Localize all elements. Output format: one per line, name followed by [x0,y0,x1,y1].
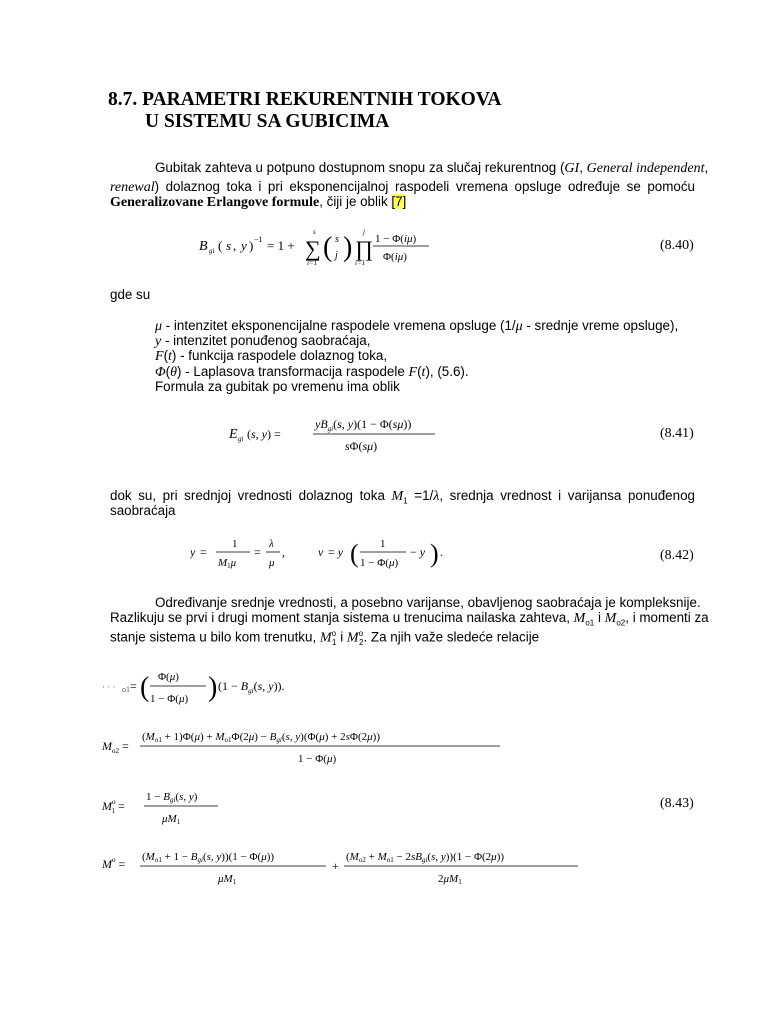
formula-intro: Formula za gubitak po vremenu ima oblik [155,379,400,394]
mean-text-line-2: saobraćaja [110,503,176,518]
svg-text:Φ(μ): Φ(μ) [158,671,179,683]
svg-text:v: v [318,545,324,559]
svg-text:(: ( [218,238,223,253]
svg-text:o1: o1 [122,685,130,694]
equation-8-40 [195,222,435,270]
svg-text:λ: λ [269,538,274,550]
section-title-line1: 8.7. PARAMETRI REKURENTNIH TOKOVA [108,89,502,110]
svg-text:): ) [430,539,439,568]
citation-ref[interactable]: [7] [391,194,407,209]
svg-text:gi: gi [209,247,215,255]
eq-number-8-41: (8.41) [660,426,694,441]
eq840-prod: ∏ [355,236,374,261]
svg-text:(: ( [140,672,150,703]
equation-8-42 [190,532,450,578]
svg-text:sΦ(sμ): sΦ(sμ) [345,439,378,453]
svg-text:(: ( [350,539,359,568]
svg-text:1 − Bgi(s, y): 1 − Bgi(s, y) [146,791,198,804]
svg-text:1 − Φ(μ): 1 − Φ(μ) [298,753,337,765]
svg-text:= 1 +: = 1 + [267,238,295,253]
intro-line-2: renewal) dolaznog toka i pri eksponencijalnoj raspodeli vremena opsluge određuje se pomoću [110,179,695,195]
svg-text:(Mo2 + Mo1 − 2sBgi(s, y))(1 −: (Mo2 + Mo1 − 2sBgi(s, y))(1 − Φ(2μ)) [346,851,505,864]
svg-text:): ) [208,672,218,703]
mean-text-line-1: dok su, pri srednjoj vrednosti dolaznog toka $M_1 =1/\lambda$, srednja vrednost i varijansa ponuđenog [110,488,695,506]
equation-8-43-mo2 [100,722,510,770]
svg-text:E: E [229,427,238,442]
svg-text:+: + [332,859,339,873]
svg-text:Mo =: $M^o$ = [102,856,126,871]
svg-text:gi: gi [238,435,244,443]
moments-line-2: Razlikuju se prvi i drugi moment stanja sistema u trenucima nailaska zahteva, $M_{o1}$ i $M_{o2}$, i momenti za [110,610,709,628]
svg-text:2μM1: 2μM1 [438,873,462,886]
eq-number-8-43: (8.43) [660,796,694,811]
svg-text:s: s [335,234,339,245]
svg-text:Mo2 =: $M_{o2}$ = [102,739,129,755]
svg-text:): ) [343,232,353,263]
svg-text:1: 1 [380,538,386,550]
eq840-B: B [199,239,208,254]
svg-text:Φ(iμ): Φ(iμ) [383,251,407,263]
svg-text:i=1: i=1 [307,259,318,267]
svg-text:1 − Φ(iμ): 1 − Φ(iμ) [375,233,417,245]
svg-text:1: 1 [232,538,238,550]
definition-mu: μ - intenzitet eksponencijalne raspodele vremena opsluge (1/μ - srednje vreme opsluge), [155,318,679,334]
svg-text:y: y [190,545,196,559]
svg-text:j: j [335,250,338,261]
svg-text:−1: −1 [254,235,263,244]
svg-text:μM1: μM1 [218,873,237,886]
svg-text:1 − Φ(μ): 1 − Φ(μ) [150,693,189,705]
equation-8-43-m1 [100,784,240,828]
svg-text:(Mo1 + 1)Φ(μ) + Mo1Φ(2μ) − Bgi: (Mo1 + 1)Φ(μ) + Mo1Φ(2μ) − Bgi(s, y)(Φ(μ) + 2sΦ(2μ)) [142,731,380,744]
svg-text:=: = [200,545,207,559]
svg-text:=: = [130,679,137,693]
moments-line-1: Određivanje srednje vrednosti, a posebno varijanse, obavljenog saobraćaja je kompleksnije. [155,595,701,610]
svg-text:· · ·: · · · [102,682,116,692]
equation-8-43-m2 [100,842,590,888]
equation-8-41 [225,410,440,458]
svg-text:=: = [254,545,261,559]
eq-number-8-40: (8.40) [660,238,694,253]
gde-su-label: gde su [110,287,151,302]
svg-text:yBgi(s, y)(1 − Φ(sμ)): $yB_{gi}(s$, y)(1 − Φ(sμ)) [315,417,412,433]
eq-number-8-42: (8.42) [660,548,694,563]
svg-text:μM1: μM1 [162,813,181,826]
svg-text:.: . [440,545,443,559]
svg-text:i=1: i=1 [355,259,366,267]
svg-text:): ) [249,238,254,253]
intro-line-3: Generalizovane Erlangove formule, čiji je oblik [7] [110,194,407,210]
definition-Phi: Φ(θ) - Laplasova transformacija raspodele F(t), (5.6). [155,364,469,380]
svg-text:= y: = y [328,545,344,559]
svg-text:,: , [282,545,285,559]
svg-text:(1 − Bgi(s, y)).: ($1 - B_{gi}(s$, y)). [218,679,285,695]
moments-line-3: stanje sistema u bilo kom trenutku, $M^o_1$ i $M^o_2$. Za njih važe sledeće relacije [110,629,540,648]
svg-text:y: y [241,238,247,253]
eq840-sum: ∑ [305,236,321,261]
equation-8-43-mo1 [100,662,340,710]
svg-text:s: s [313,228,316,236]
definition-F: F(t) - funkcija raspodele dolaznog toka, [155,348,388,364]
svg-text:Mo1 =: $M^o$ 1 = [102,798,125,815]
svg-text:(s, y) =: (s, y) = [247,427,281,441]
svg-text:M1μ: M1μ [218,557,237,570]
svg-text:1 − Φ(μ): 1 − Φ(μ) [360,557,399,569]
svg-text:(Mo1 + 1 − Bgi(s, y))(1 − Φ(μ): (Mo1 + 1 − Bgi(s, y))(1 − Φ(μ)) [142,851,275,864]
svg-text:j: j [363,228,365,236]
svg-text:(: ( [323,232,333,263]
definition-y: y - intenzitet ponuđenog saobraćaja, [155,333,371,349]
svg-text:,: , [233,238,237,253]
svg-text:s: s [226,238,232,253]
section-title-line2: U SISTEMU SA GUBICIMA [145,111,390,132]
intro-line-1: Gubitak zahteva u potpuno dostupnom snopu za slučaj rekurentnog (GI, General independent, [155,160,709,176]
svg-text:μ: μ [269,557,275,569]
svg-text:− y: − y [410,545,426,559]
